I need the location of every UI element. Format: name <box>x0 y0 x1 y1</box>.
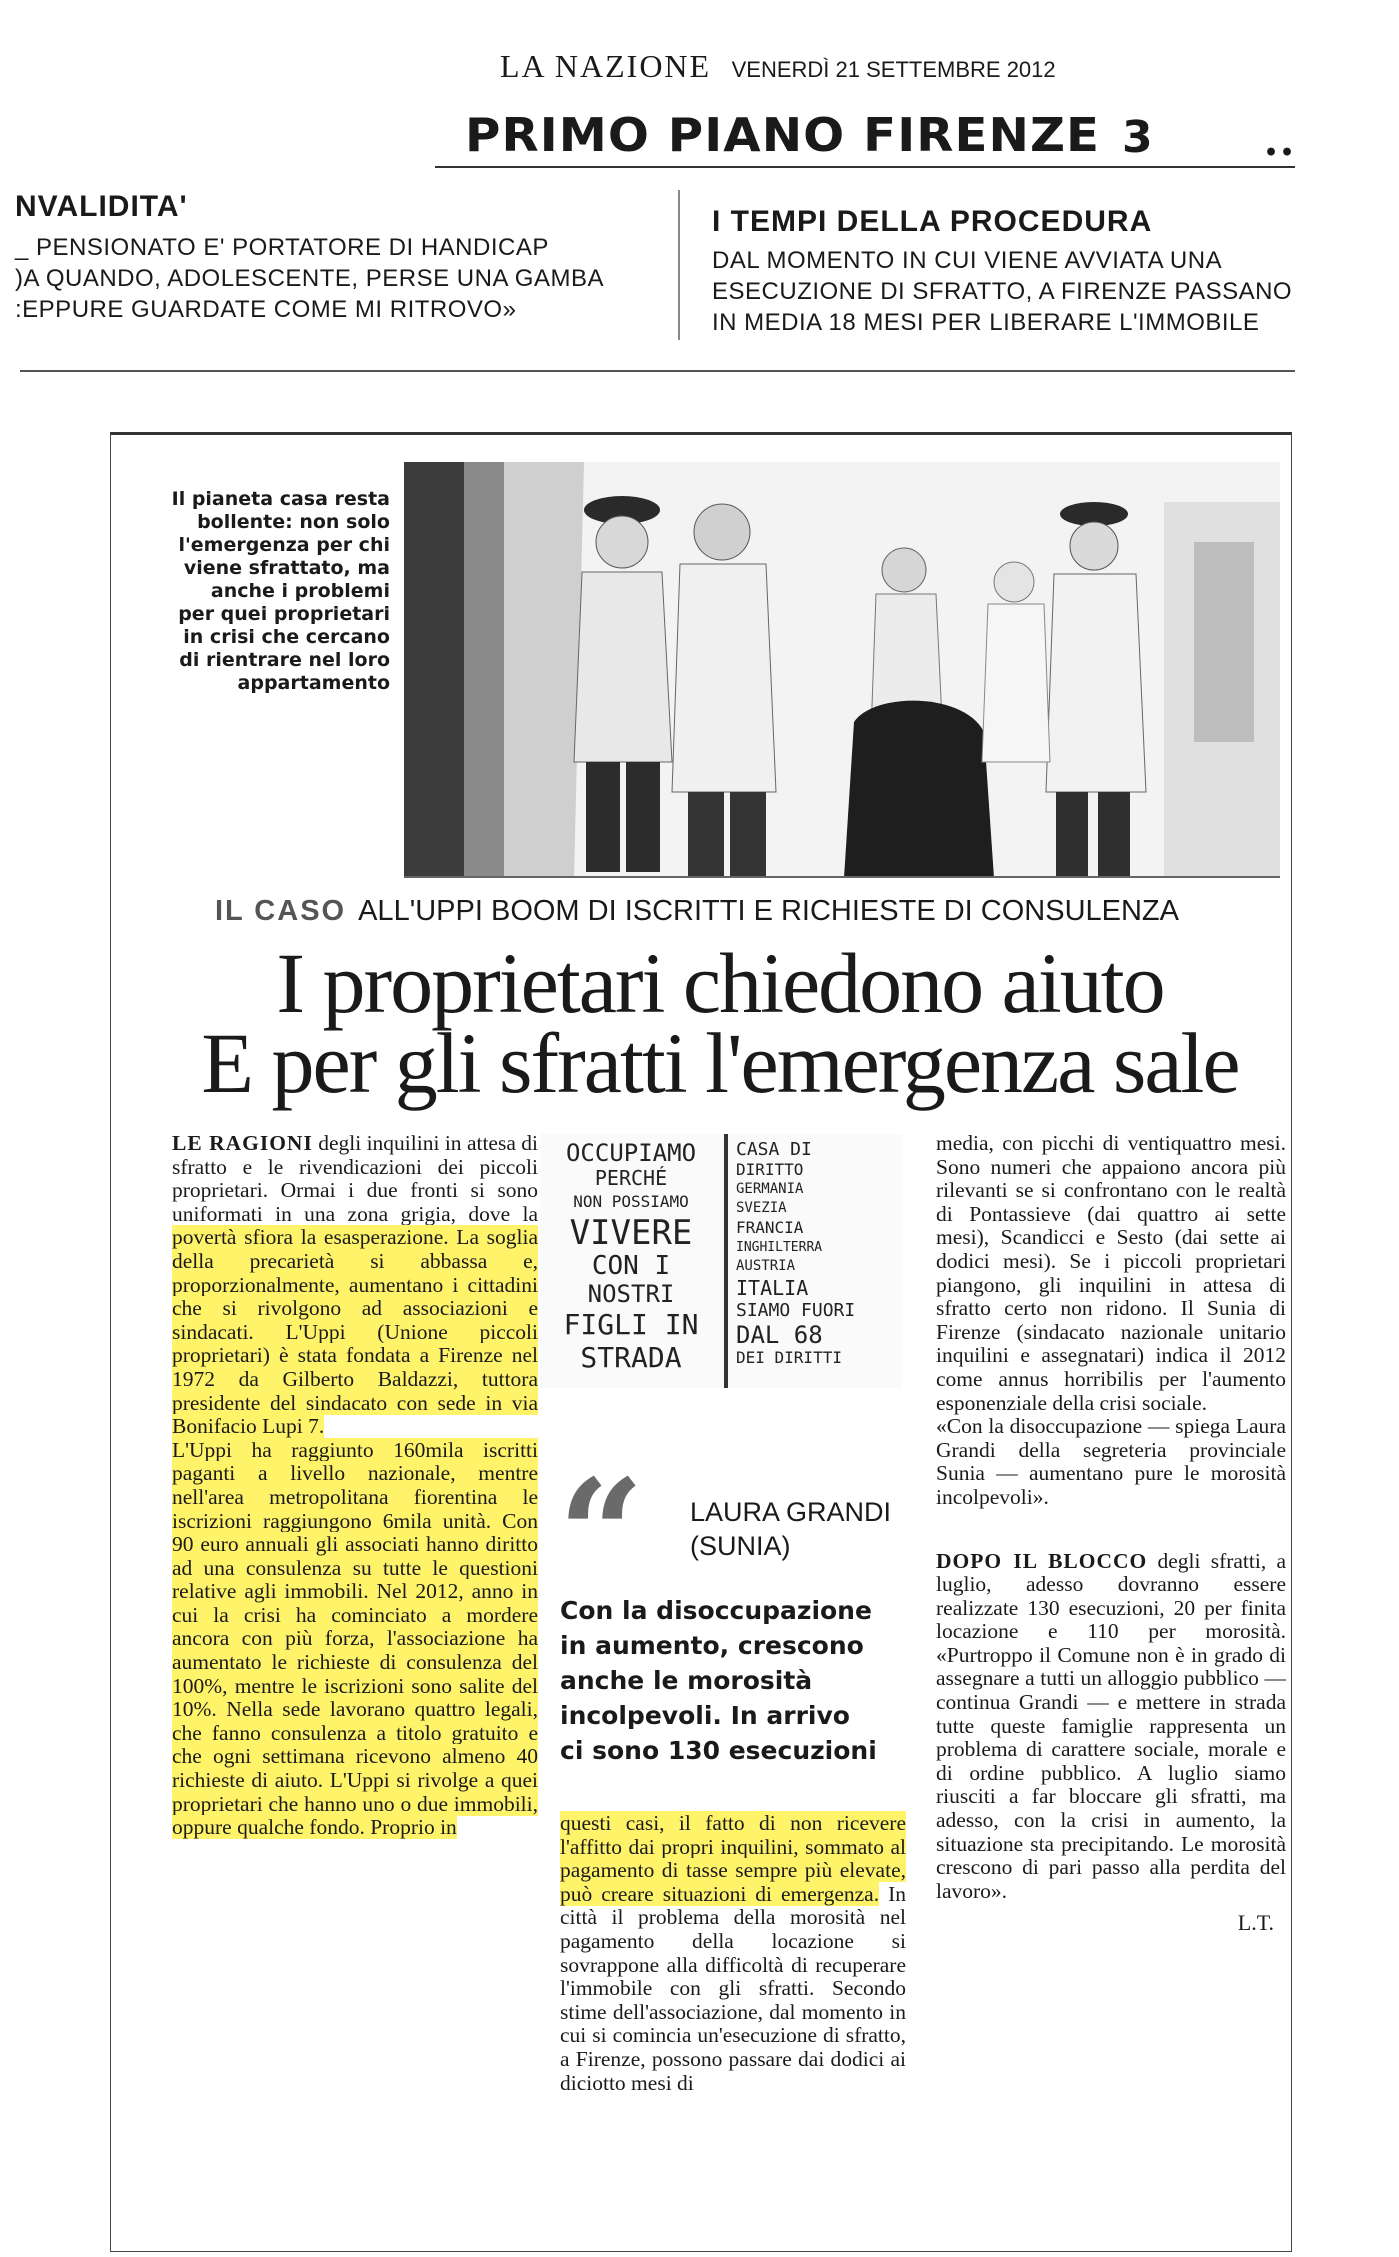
sign-text: CON I <box>591 1251 671 1281</box>
issue-date: VENERDÌ 21 SETTEMBRE 2012 <box>731 57 1056 82</box>
caption-line: per quei proprietari <box>178 603 390 625</box>
sign-text: SVEZIA <box>736 1200 787 1216</box>
caption-line: anche i problemi <box>210 580 390 602</box>
pull-quote-line: in aumento, crescono <box>560 1631 864 1660</box>
kicker-tag: IL CASO <box>215 895 347 927</box>
column-1-paragraph-1 <box>172 1132 538 1439</box>
quote-author-org: (SUNIA) <box>690 1531 791 1561</box>
boxes-bottom-rule <box>20 370 1295 372</box>
left-box-line: )A QUANDO, ADOLESCENTE, PERSE UNA GAMBA <box>15 265 604 292</box>
column-3-paragraph-3 <box>936 1550 1286 1904</box>
masthead <box>500 48 1060 85</box>
caption-line: l'emergenza per chi <box>178 534 390 556</box>
sign-text: AUSTRIA <box>736 1258 796 1274</box>
sign-text: VIVERE <box>569 1213 693 1253</box>
sign-text: FIGLI IN <box>563 1308 699 1341</box>
left-box-line: :EPPURE GUARDATE COME MI RITROVO» <box>15 296 517 323</box>
sign-text: INGHILTERRA <box>736 1240 823 1255</box>
sign-text: DIRITTO <box>736 1160 804 1179</box>
right-box-line: ESECUZIONE DI SFRATTO, A FIRENZE PASSANO <box>712 278 1293 305</box>
sign-divider <box>724 1134 728 1388</box>
caption-line: in crisi che cercano <box>183 626 390 648</box>
headline-line-2: E per gli sfratti l'emergenza sale <box>201 1015 1239 1111</box>
right-box-line: DAL MOMENTO IN CUI VIENE AVVIATA UNA <box>712 247 1223 274</box>
column-1-text: degli inquilini in attesa di sfratto e le rivendicazioni dei piccoli proprietari. Ormai i due fronti si sono uniformati in una zona grigia, dove la <box>172 1131 538 1226</box>
sign-right-panel <box>736 1140 896 1368</box>
caption-line: Il pianeta casa resta <box>171 488 390 510</box>
column-2-paragraph <box>560 1812 906 2095</box>
left-box-text <box>15 232 665 325</box>
highlighted-text: L'Uppi ha raggiunto 160mila iscritti paganti a livello nazionale, mentre nell'area metropolitana fiorentina le iscrizioni raggiungono 6mila unità. Con 90 euro annuali gli associati hanno diritto ad una consulenza su tutte le questioni relative agli immobili. Nel 2012, anno in cui la crisi ha cominciato a mordere ancora con più forza, l'associazione ha aumentato le richieste di consulenza del 100%, mentre le iscrizioni sono salite del 10%. Nella sede lavorano quattro legali, che fanno consulenza a titolo gratuito e che ogni settimana ricevono almeno 40 richieste di aiuto. L'Uppi si rivolge a quei proprietari che hanno uno o due immobili, oppure qualche fondo. Proprio in <box>172 1437 538 1840</box>
quote-author-name: LAURA GRANDI <box>690 1497 892 1527</box>
pull-quote <box>560 1593 920 1768</box>
quote-author <box>690 1495 891 1563</box>
protest-sign-photo <box>540 1134 902 1388</box>
caption-line: appartamento <box>237 672 390 694</box>
page-dots: •• <box>1264 140 1297 166</box>
column-3-text: degli sfratti, a luglio, adesso dovranno essere realizzate 130 esecuzioni, 20 per finita locazione e 110 per morosità. «Purtroppo il Comune non è in grado di assegnare a tutti un alloggio pubblico — continua Grandi — e mettere in strada tutte queste famiglie rappresenta un problema di carattere sociale, morale e di ordine pubblico. A luglio siamo riusciti a far bloccare gli sfratti, ma adesso, con la crisi in aumento, la situazione sta precipitando. Le morosità crescono di pari passo alla perdita del lavoro». <box>936 1548 1286 1903</box>
article-column-1 <box>172 1132 538 1840</box>
author-initials: L.T. <box>1237 1910 1274 1936</box>
quote-mark-icon: “ <box>558 1447 645 1623</box>
highlighted-text: povertà sfiora la esasperazione. La soglia della precarietà si abbassa e, proporzionalmente, aumentano i cittadini che si rivolgono ad associazioni e sindacati. L'Uppi (Unione piccoli proprietari) è stata fondata a Firenze nel 1972 da Gilberto Baldazzi, tuttora presidente del sindacato con sede in via Bonifacio Lupi 7. <box>172 1225 538 1439</box>
sign-text: STRADA <box>580 1341 682 1374</box>
left-box-line: _ PENSIONATO E' PORTATORE DI HANDICAP <box>15 234 549 261</box>
caption-line: viene sfrattato, ma <box>183 557 390 579</box>
article-column-3 <box>936 1132 1286 1935</box>
right-box-line: IN MEDIA 18 MESI PER LIBERARE L'IMMOBILE <box>712 309 1260 336</box>
sign-text: NON POSSIAMO <box>573 1192 689 1211</box>
photo-caption <box>150 488 390 695</box>
sign-text: CASA DI <box>736 1139 812 1160</box>
sign-text: DAL 68 <box>736 1321 823 1349</box>
column-2-text: In città il problema della morosità nel pagamento della locazione si sovrappone alla difficoltà di recuperare l'immobile con gli sfratti. Secondo stime dell'associazione, dal momento in cui si comincia un'esecuzione di sfratto, a Firenze, possono passare dai dodici ai diciotto mesi di <box>560 1881 906 2095</box>
sign-text: PERCHÉ <box>594 1166 668 1190</box>
right-box-text <box>712 245 1392 338</box>
sign-text: OCCUPIAMO <box>565 1139 697 1167</box>
headline-line-1: I proprietari chiedono aiuto <box>276 935 1164 1031</box>
sign-text: FRANCIA <box>736 1218 804 1237</box>
caption-line: di rientrare nel loro <box>179 649 390 671</box>
article-column-2 <box>560 1812 906 2095</box>
sign-text: NOSTRI <box>587 1280 675 1308</box>
column-3-paragraph-1: media, con picchi di ventiquattro mesi. Sono numeri che appaiono ancora più rilevanti se si confrontano con le realtà di Pontassieve (dai quattro ai sette mesi), Scandicci e Sesto (dai sette ai dodici mesi). Se i piccoli proprietari piangono, gli inquilini in attesa di sfratto certo non ridono. Il Sunia di Firenze (sindacato nazionale unitario inquilini e assegnatari) indica il 2012 come annus horribilis per l'aumento esponenziale della crisi sociale. <box>936 1131 1286 1415</box>
page-number: 3 <box>1122 112 1153 163</box>
newspaper-name: LA NAZIONE <box>500 48 712 84</box>
highlighted-text: questi casi, il fatto di non ricevere l'affitto dai propri inquilini, sommato al pagamento di tasse sempre più elevate, può creare situazioni di emergenza. <box>560 1811 906 1906</box>
sign-text: SIAMO FUORI <box>736 1300 856 1321</box>
left-info-box <box>15 190 665 325</box>
left-box-title: NVALIDITA' <box>15 190 188 223</box>
section-title: PRIMO PIANO FIRENZE <box>465 108 1101 162</box>
lead-in: LE RAGIONI <box>172 1131 313 1155</box>
right-info-box <box>712 205 1392 338</box>
sign-text: DEI DIRITTI <box>736 1348 842 1367</box>
pull-quote-line: ci sono 130 esecuzioni <box>560 1736 877 1765</box>
right-box-title: I TEMPI DELLA PROCEDURA <box>712 205 1153 238</box>
photo-illustration <box>404 462 1280 878</box>
column-1-paragraph-2 <box>172 1439 538 1840</box>
kicker-text: ALL'UPPI BOOM DI ISCRITTI E RICHIESTE DI CONSULENZA <box>358 895 1179 927</box>
sign-text: GERMANIA <box>736 1181 804 1197</box>
sign-text: ITALIA <box>736 1276 809 1300</box>
article-kicker <box>215 895 1179 928</box>
lead-in: DOPO IL BLOCCO <box>936 1548 1148 1573</box>
column-3-paragraph-2: «Con la disoccupazione — spiega Laura Grandi della segreteria provinciale Sunia — aumentano pure le morosità incolpevoli». <box>936 1414 1286 1509</box>
news-photo <box>404 462 1280 878</box>
box-divider <box>678 190 680 340</box>
pull-quote-line: Con la disoccupazione <box>560 1596 872 1625</box>
sign-left-panel <box>546 1140 716 1374</box>
pull-quote-line: anche le morosità <box>560 1666 813 1695</box>
caption-line: bollente: non solo <box>197 511 390 533</box>
pull-quote-line: incolpevoli. In arrivo <box>560 1701 850 1730</box>
header-rule <box>435 166 1295 168</box>
